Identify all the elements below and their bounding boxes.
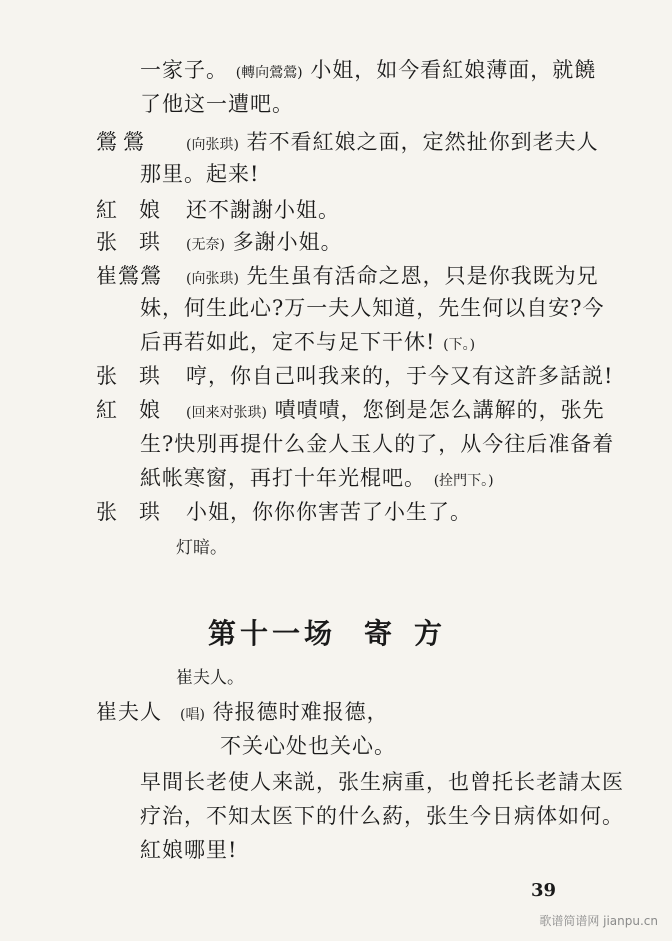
stage-note: (向张珙) [186, 271, 239, 287]
dialogue-line [186, 230, 343, 257]
stage-note: (回来对张珙) [186, 405, 267, 421]
dialogue-text: 紙帐寒窗，再打十年光棍吧。 [140, 466, 426, 490]
dialogue-line [186, 130, 599, 157]
speaker-name: 张珙 [96, 364, 182, 388]
dialogue-text: 还不謝謝小姐。 [186, 198, 340, 222]
dialogue-text: 哼，你自己叫我来的，于今又有这許多話説! [186, 364, 614, 388]
dialogue-line [140, 162, 259, 186]
dialogue-line [140, 432, 614, 456]
dialogue-text: 疗治，不知太医下的什么葯，张生今日病体如何。 [140, 804, 624, 828]
dialogue-text: 紅娘哪里! [140, 838, 238, 862]
dialogue-text: 嘖嘖嘖，您倒是怎么講解的，张先 [274, 398, 605, 422]
speaker-name: 紅娘 [96, 198, 182, 222]
speaker-name: 张珙 [96, 500, 182, 524]
dialogue-text: 生?快別再提什么金人玉人的了，从今往后准备着 [140, 432, 615, 456]
stage-note: (向张珙) [186, 137, 239, 153]
speaker-name: 崔鶯鶯 [96, 264, 162, 288]
stage-note: (无奈) [186, 237, 225, 253]
stage-direction: 灯暗。 [176, 538, 227, 558]
stage-direction: 崔夫人。 [176, 668, 244, 688]
dialogue-text: 了他这一遭吧。 [140, 92, 294, 116]
speaker-name: 崔夫人 [96, 700, 162, 724]
scene-title [0, 612, 672, 652]
dialogue-line [140, 296, 605, 320]
aria-line [220, 734, 396, 758]
dialogue-line [140, 838, 237, 862]
watermark: 歌谱简谱网 jianpu.cn [539, 914, 658, 928]
page-number: 39 [530, 880, 556, 901]
stage-note: (下。) [443, 337, 476, 353]
dialogue-text: 后再若如此，定不与足下干休! [140, 330, 436, 354]
dialogue-line [186, 500, 472, 524]
dialogue-line [140, 92, 294, 116]
aria-text: 待报德时难报德， [212, 700, 389, 724]
dialogue-text: 先生虽有活命之恩，只是你我既为兄 [246, 264, 599, 288]
dialogue-text: 多謝小姐。 [232, 230, 343, 254]
stage-note: (轉向鶯鶯) [235, 65, 303, 81]
dialogue-line [186, 398, 605, 425]
dialogue-line [140, 770, 624, 794]
aria-line [180, 700, 389, 727]
dialogue-text: 若不看紅娘之面，定然扯你到老夫人 [246, 130, 599, 154]
dialogue-line [140, 466, 494, 493]
dialogue-text: 早間长老使人来説，张生病重，也曾托长老請太医 [140, 770, 624, 794]
dialogue-line [186, 264, 599, 291]
dialogue-line [140, 330, 475, 357]
scene-number: 第十一场 [207, 617, 336, 650]
dialogue-line [140, 58, 596, 85]
dialogue-text: 一家子。 [140, 58, 228, 82]
stage-note: (拴門下。) [433, 473, 494, 489]
dialogue-line [186, 364, 613, 388]
aria-text: 不关心处也关心。 [220, 734, 396, 758]
speaker-name: 紅娘 [96, 398, 182, 422]
speaker-name: 张珙 [96, 230, 182, 254]
dialogue-text: 那里。起来! [140, 162, 260, 186]
dialogue-line [186, 198, 340, 222]
dialogue-line [140, 804, 624, 828]
speaker-name: 鶯鶯 [96, 130, 150, 154]
scene-name: 寄方 [364, 617, 465, 650]
stage-note: (唱) [180, 707, 205, 723]
dialogue-text: 小姐，你你你害苦了小生了。 [186, 500, 472, 524]
dialogue-text: 小姐，如今看紅娘薄面，就饒 [310, 58, 597, 82]
dialogue-text: 妹，何生此心?万一夫人知道，先生何以自安?今 [140, 296, 605, 320]
